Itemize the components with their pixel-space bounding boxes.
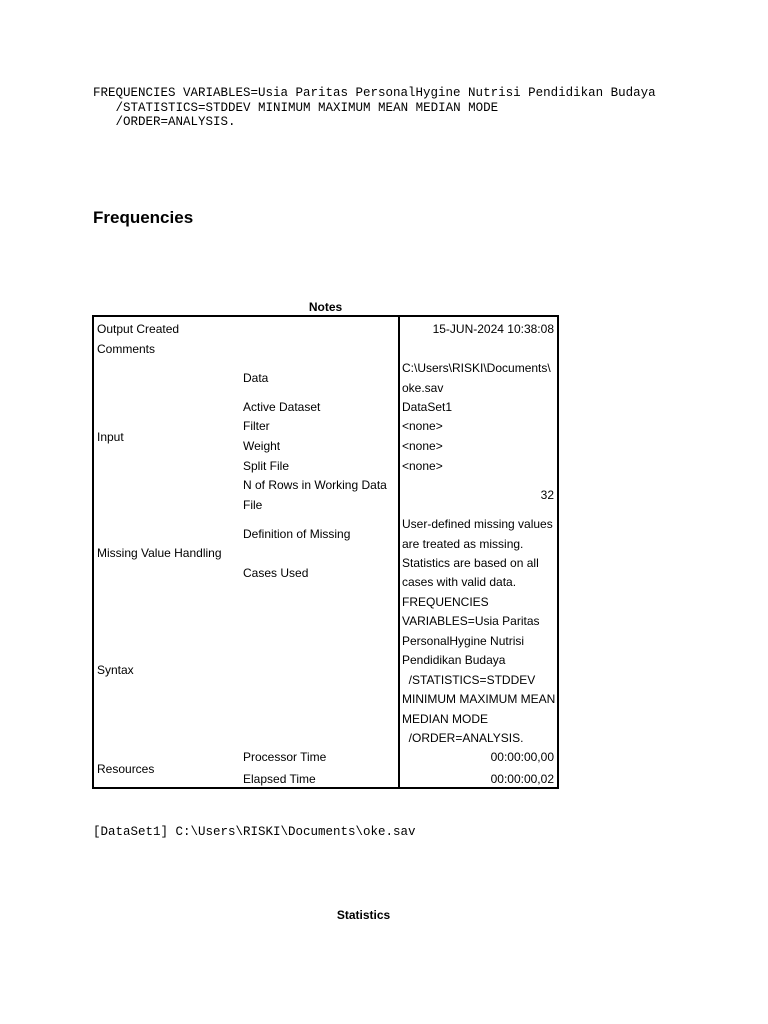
- active-dataset-value: DataSet1: [402, 400, 453, 414]
- syntax-label: Syntax: [97, 663, 134, 677]
- definition-of-missing-value: are treated as missing.: [402, 537, 524, 551]
- cases-used-value: Statistics are based on all: [402, 556, 539, 570]
- syntax-value: VARIABLES=Usia Paritas: [402, 614, 540, 628]
- cases-used-label: Cases Used: [243, 566, 309, 580]
- elapsed-time-label: Elapsed Time: [243, 772, 316, 786]
- syntax-value: FREQUENCIES: [402, 595, 489, 609]
- data-value: C:\Users\RISKI\Documents\: [402, 361, 551, 375]
- n-rows-value: 32: [540, 488, 554, 502]
- syntax-line: /ORDER=ANALYSIS.: [100, 115, 236, 129]
- definition-of-missing-label: Definition of Missing: [243, 527, 351, 541]
- split-file-value: <none>: [402, 459, 443, 473]
- definition-of-missing-value: User-defined missing values: [402, 517, 553, 531]
- processor-time-label: Processor Time: [243, 750, 327, 764]
- weight-label: Weight: [243, 439, 281, 453]
- notes-table: [92, 315, 559, 789]
- syntax-value: /ORDER=ANALYSIS.: [402, 731, 524, 745]
- n-rows-label: N of Rows in Working Data: [243, 478, 387, 492]
- cases-used-value: cases with valid data.: [402, 575, 517, 589]
- frequencies-heading: Frequencies: [93, 208, 194, 227]
- syntax-value: PersonalHygine Nutrisi: [402, 634, 525, 648]
- syntax-value: MINIMUM MAXIMUM MEAN: [402, 692, 556, 706]
- dataset-path: [DataSet1] C:\Users\RISKI\Documents\oke.sav: [93, 825, 416, 839]
- syntax-block: [93, 86, 656, 130]
- filter-value: <none>: [402, 419, 443, 433]
- data-label: Data: [243, 371, 269, 385]
- missing-value-handling-label: Missing Value Handling: [97, 546, 222, 560]
- notes-table-title: Notes: [308, 300, 343, 314]
- statistics-table-title: Statistics: [336, 908, 391, 922]
- filter-label: Filter: [243, 419, 270, 433]
- output-created-value: 15-JUN-2024 10:38:08: [432, 322, 554, 336]
- syntax-value: MEDIAN MODE: [402, 712, 489, 726]
- split-file-label: Split File: [243, 459, 290, 473]
- processor-time-value: 00:00:00,00: [490, 750, 554, 764]
- input-label: Input: [97, 430, 124, 444]
- output-created-label: Output Created: [97, 322, 180, 336]
- syntax-value: /STATISTICS=STDDEV: [402, 673, 536, 687]
- n-rows-label: File: [243, 498, 263, 512]
- comments-label: Comments: [97, 342, 156, 356]
- resources-label: Resources: [97, 762, 155, 776]
- syntax-line: /STATISTICS=STDDEV MINIMUM MAXIMUM MEAN MEDIAN MODE: [100, 100, 499, 115]
- column-divider: [398, 317, 400, 787]
- syntax-line: FREQUENCIES VARIABLES=Usia Paritas PersonalHygine Nutrisi Pendidikan Budaya: [93, 86, 656, 100]
- active-dataset-label: Active Dataset: [243, 400, 321, 414]
- weight-value: <none>: [402, 439, 443, 453]
- syntax-value: Pendidikan Budaya: [402, 653, 506, 667]
- elapsed-time-value: 00:00:00,02: [490, 772, 554, 786]
- data-value: oke.sav: [402, 381, 444, 395]
